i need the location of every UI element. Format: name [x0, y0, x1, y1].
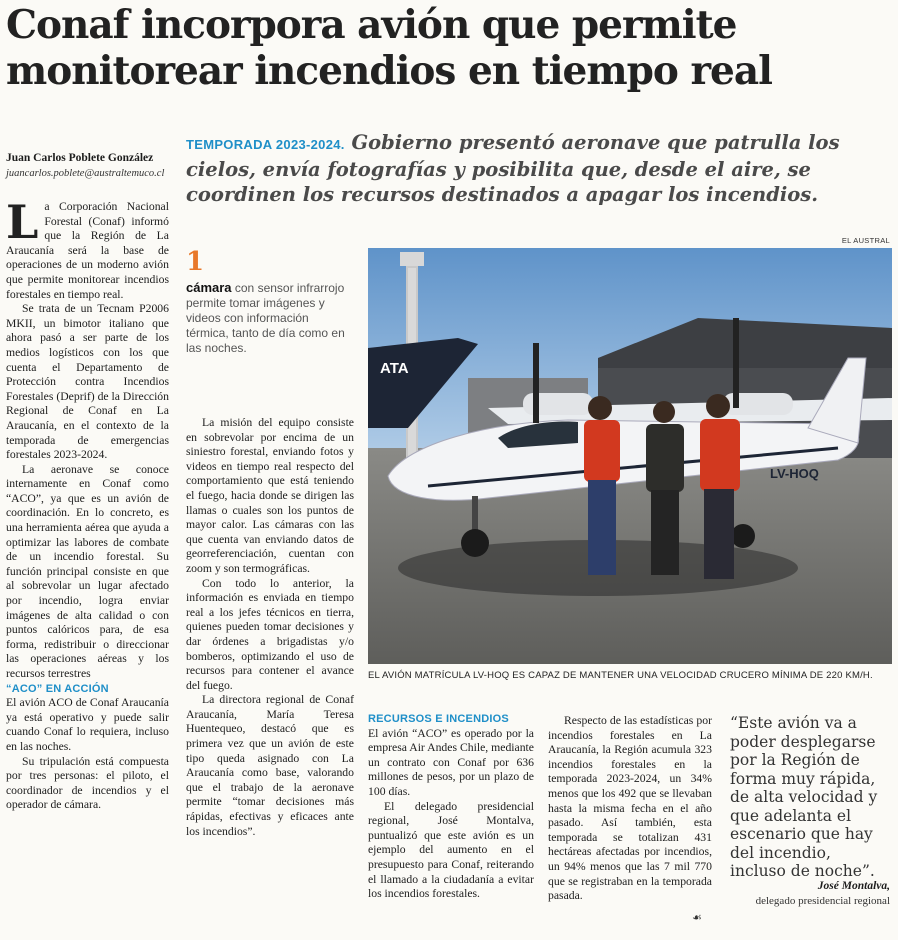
end-mark-icon: ☙: [692, 912, 702, 924]
fact-bold: cámara: [186, 280, 232, 295]
article-column-3: [368, 712, 534, 902]
pull-quote: “Este avión va a poder desplegarse por la Región de forma muy rápida, de alta velocidad y que adelanta el escenario que hay del incendio, incluso de noche”.: [730, 714, 878, 880]
photo-credit: EL AUSTRAL: [841, 236, 890, 245]
person-middle: [646, 401, 684, 575]
lead-text: Gobierno presentó aeronave que patrulla los cielos, envía fotografías y posibilita que, desde el aire, se coordinen los recursos destinados a apagar los incendios.: [186, 131, 840, 206]
lead-tag: TEMPORADA 2023-2024.: [186, 137, 345, 152]
author-name: Juan Carlos Poblete González: [6, 152, 154, 164]
paragraph: Con todo lo anterior, la información es enviada en tiempo real a los jefes técnicos en tierra, quienes pueden tomar decisiones y dar órdenes a brigadistas y/o bomberos, optimizando el uso de recursos para contener el avance del fuego.: [186, 576, 354, 692]
paragraph: Su tripulación está compuesta por tres personas: el piloto, el coordinador de incendios y el operador de cámara.: [6, 754, 169, 812]
fact-number: 1: [186, 247, 205, 277]
photo-airplane: [368, 248, 892, 664]
article-column-2: [186, 416, 354, 839]
headline: Conaf incorpora avión que permite monitorear incendios en tiempo real: [6, 2, 772, 94]
paragraph: La directora regional de Conaf Araucanía, María Teresa Huentequeo, destacó que es primera vez que un avión de este tipo queda asignado con La Araucanía como base, valorando que el trabajo de la aeronave permite “tomar decisiones más rápidas, efectivas y eficaces ante los incendios”.: [186, 693, 354, 838]
airplane-illustration: [368, 248, 892, 664]
hangar-sign: ATA: [380, 360, 409, 377]
person-left: [584, 396, 620, 575]
person-right: [700, 394, 740, 579]
paragraph: El delegado presidencial regional, José Montalva, puntualizó que este avión es un ejemplo del aumento en el presupuesto para Conaf, reiterando el llamado a la ciudadanía a evitar los incendios forestales.: [368, 799, 534, 901]
paragraph: La aeronave se conoce internamente en Conaf como “ACO”, ya que es un avión de coordinación. En lo concreto, es una herramienta aérea que ayuda a optimizar las labores de combate de un incendio forestal. Su función principal consiste en que al sobrevolar un lugar afectado por incendio, logra enviar imágenes de alta calidad o con puntos calóricos para, de esa forma, redistribuir o direccionar las operaciones aéreas y los recursos terrestres: [6, 462, 169, 680]
plane-registration: LV-HOQ: [770, 466, 819, 481]
article-column-1: [6, 195, 169, 813]
author-email[interactable]: juancarlos.poblete@australtemuco.cl: [6, 168, 165, 179]
fact-text: cámara con sensor infrarrojo permite tomar imágenes y videos con información térmica, tanto de día como en las noches.: [186, 280, 345, 355]
paragraph: Se trata de un Tecnam P2006 MKII, un bimotor italiano que ahora pasó a ser parte de los medios logísticos con los que cuenta el Departamento de Protección contra Incendios Forestales (Deprif) de la Dirección Regional de Conaf en La Araucanía, en el contexto de la temporada de emergencias forestales 2023-2024.: [6, 302, 169, 462]
paragraph: Respecto de las estadísticas por incendios forestales en La Araucanía, la Región acumula 323 incendios forestales en la temporada 2023-2024, un 34% menos que los 492 que se llevaban hasta la misma fecha en el año pasado. Así también, esta temporada se totalizan 431 hectáreas afectadas por incendios, un 94% menos que las 7 mil 770 que se registraban en la temporada pasada.: [548, 714, 712, 903]
lead-paragraph: [186, 130, 892, 207]
quote-author: José Montalva,: [817, 880, 890, 892]
subhead-aco-en-accion: “ACO” EN ACCIÓN: [6, 682, 109, 695]
quote-author-role: delegado presidencial regional: [755, 895, 890, 907]
paragraph: El avión “ACO” es operado por la empresa Air Andes Chile, mediante un contrato con Conaf por 636 millones de pesos, por un plazo de 100 días.: [368, 726, 534, 798]
photo-caption: EL AVIÓN MATRÍCULA LV-HOQ ES CAPAZ DE MANTENER UNA VELOCIDAD CRUCERO MÍNIMA DE 220 KM/H.: [368, 670, 873, 681]
paragraph: La misión del equipo consiste en sobrevolar por encima de un siniestro forestal, enviando fotos y videos en tiempo real respecto del comportamiento que está teniendo el fuego, hacia donde se dirigen las llamas o cuales son los puntos de mayor calor. Las cámaras con las que cuenta van enviando datos de georreferenciación, cuentan con zoom y son termográficas.: [186, 416, 354, 575]
subhead-recursos-e-incendios: RECURSOS E INCENDIOS: [368, 713, 509, 725]
paragraph: La Corporación Nacional Forestal (Conaf) informó que la Región de La Araucanía será la base de operaciones de un moderno avión que permite monitorear incendios forestales en tiempo real.: [6, 195, 169, 301]
article-column-4: [548, 714, 712, 904]
paragraph: El avión ACO de Conaf Araucanía ya está operativo y puede salir cuando Conaf lo requiera, incluso en las noches.: [6, 696, 169, 753]
drop-cap: L: [6, 195, 39, 249]
